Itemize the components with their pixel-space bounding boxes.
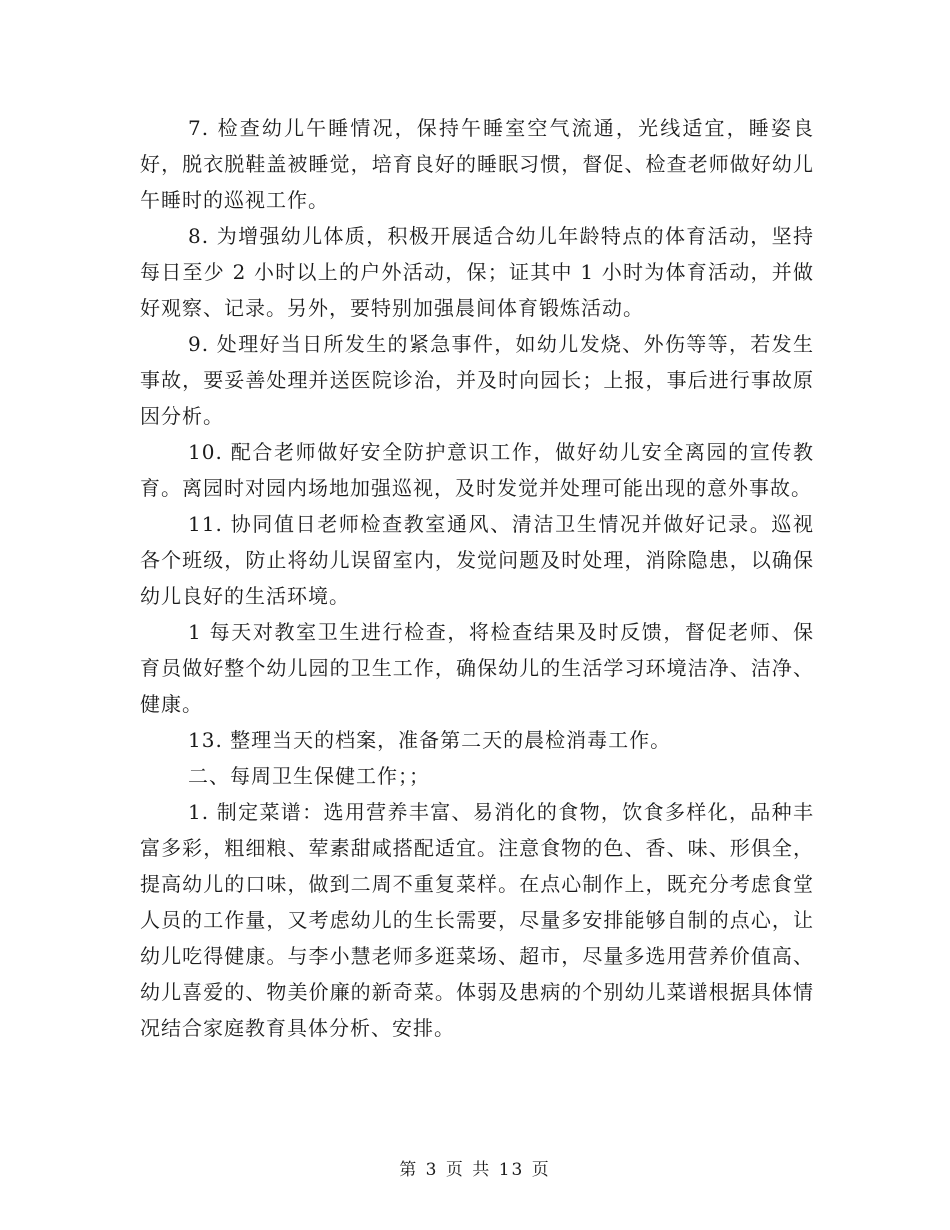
paragraph-item-10: 10. 配合老师做好安全防护意识工作，做好幼儿安全离园的宣传教育。离园时对园内场地加强巡视，及时发觉并处理可能出现的意外事故。 (140, 440, 814, 500)
paragraph-item-7: 7. 检查幼儿午睡情况，保持午睡室空气流通，光线适宜，睡姿良好，脱衣脱鞋盖被睡觉，培育良好的睡眠习惯，督促、检查老师做好幼儿午睡时的巡视工作。 (140, 116, 814, 212)
paragraph-item-13: 13. 整理当天的档案，准备第二天的晨检消毒工作。 (188, 728, 672, 752)
page-footer: 第 3 页 共 13 页 (399, 1160, 551, 1180)
paragraph-item-8: 8. 为增强幼儿体质，积极开展适合幼儿年龄特点的体育活动，坚持每日至少 2 小时以上的户外活动，保；证其中 1 小时为体育活动，并做好观察、记录。另外，要特别加强晨间体育锻炼活动。 (140, 224, 814, 320)
paragraph-item-12: 1 每天对教室卫生进行检查，将检查结果及时反馈，督促老师、保育员做好整个幼儿园的卫生工作，确保幼儿的生活学习环境洁净、洁净、健康。 (140, 620, 814, 716)
paragraph-weekly-1: 1. 制定菜谱：选用营养丰富、易消化的食物，饮食多样化，品种丰富多彩，粗细粮、荤素甜咸搭配适宜。注意食物的色、香、味、形俱全，提高幼儿的口味，做到二周不重复菜样。在点心制作上，既充分考虑食堂人员的工作量，又考虑幼儿的生长需要，尽量多安排能够自制的点心，让幼儿吃得健康。与李小慧老师多逛菜场、超市，尽量多选用营养价值高、幼儿喜爱的、物美价廉的新奇菜。体弱及患病的个别幼儿菜谱根据具体情况结合家庭教育具体分析、安排。 (140, 800, 814, 1040)
document-body (140, 110, 814, 1046)
paragraph-item-9: 9. 处理好当日所发生的紧急事件，如幼儿发烧、外伤等等，若发生事故，要妥善处理并送医院诊治，并及时向园长；上报，事后进行事故原因分析。 (140, 332, 814, 428)
section-heading-weekly: 二、每周卫生保健工作；； (188, 764, 430, 788)
paragraph-item-11: 11. 协同值日老师检查教室通风、清洁卫生情况并做好记录。巡视各个班级，防止将幼儿误留室内，发觉问题及时处理，消除隐患，以确保幼儿良好的生活环境。 (140, 512, 814, 608)
